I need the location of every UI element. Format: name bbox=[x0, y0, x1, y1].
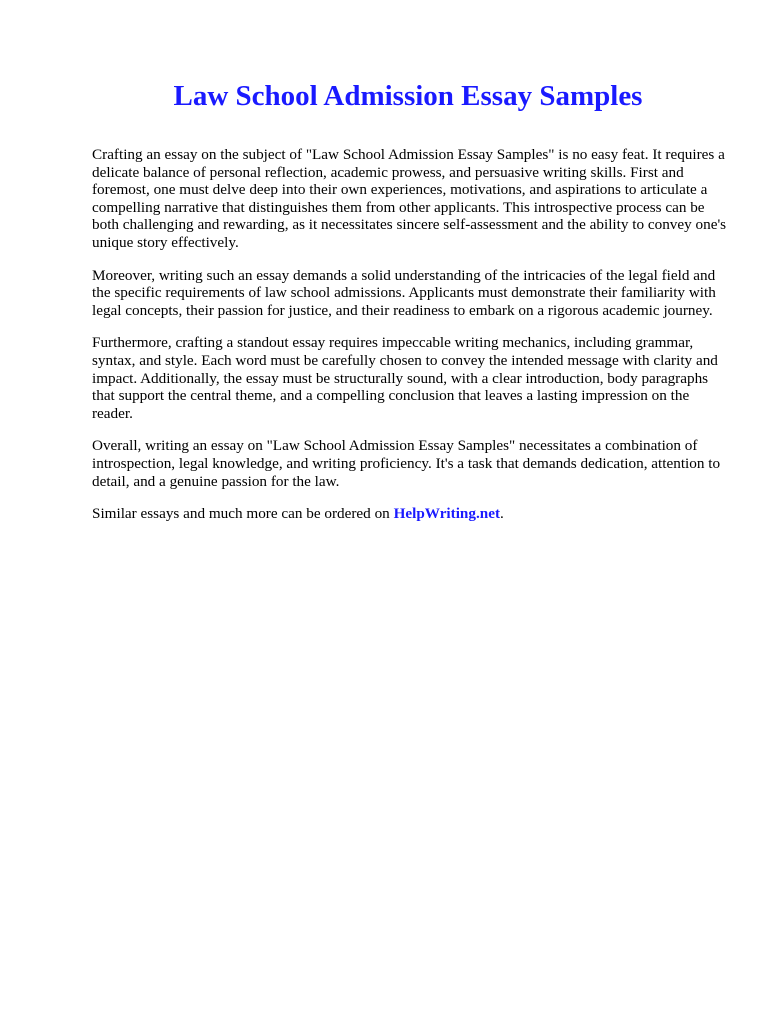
paragraph-2: Moreover, writing such an essay demands a solid understanding of the intricacies of the legal field and the specific requirements of law school admissions. Applicants must demonstrate their familiarity with legal concepts, their passion for justice, and their readiness to embark on a rigorous academic journey. bbox=[92, 266, 716, 319]
helpwriting-link[interactable]: HelpWriting.net bbox=[393, 505, 501, 523]
order-note-text: Similar essays and much more can be ordered on bbox=[92, 505, 394, 523]
paragraph-4: Overall, writing an essay on "Law School Admission Essay Samples" necessitates a combination of introspection, legal knowledge, and writing proficiency. It's a task that demands dedication, attention to detail, and a genuine passion for the law. bbox=[92, 437, 721, 490]
order-note-period: . bbox=[500, 505, 504, 523]
essay-body bbox=[92, 146, 732, 538]
page-title: Law School Admission Essay Samples bbox=[173, 80, 643, 112]
paragraph-3: Furthermore, crafting a standout essay requires impeccable writing mechanics, including grammar, syntax, and style. Each word must be carefully chosen to convey the intended message with clarity and impact. Additionally, the essay must be structurally sound, with a clear introduction, body paragraphs that support the central theme, and a compelling conclusion that leaves a lasting impression on the reader. bbox=[92, 334, 718, 422]
order-note bbox=[92, 505, 732, 523]
paragraph-1: Crafting an essay on the subject of "Law School Admission Essay Samples" is no easy feat. It requires a delicate balance of personal reflection, academic prowess, and persuasive writing skills. First and foremost, one must delve deep into their own experiences, motivations, and aspirations to articulate a compelling narrative that distinguishes them from other applicants. This introspective process can be both challenging and rewarding, as it necessitates sincere self-assessment and the ability to convey one's unique story effectively. bbox=[92, 146, 727, 251]
